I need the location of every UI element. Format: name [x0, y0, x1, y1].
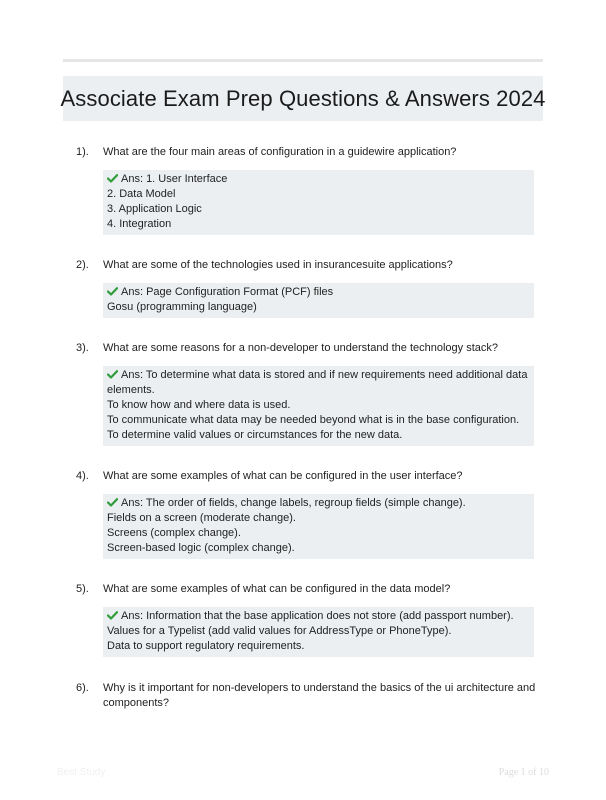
answer-line: To determine valid values or circumstances for the new data.: [107, 429, 403, 441]
page-number: Page 1 of 10: [498, 767, 549, 778]
answer-line: Ans: Page Configuration Format (PCF) files: [107, 285, 530, 300]
check-icon: [107, 611, 118, 620]
answer-line: 2. Data Model: [107, 188, 176, 200]
question-number: 4).: [76, 470, 89, 482]
top-divider: [63, 59, 543, 62]
check-icon: [107, 498, 118, 507]
footer-watermark: Best Study: [57, 767, 106, 778]
question-number: 5).: [76, 583, 89, 595]
question-block-6: [76, 681, 546, 711]
answer-line: Screen-based logic (complex change).: [107, 542, 295, 554]
answer-line: Ans: Information that the base application does not store (add passport number).: [107, 609, 530, 624]
answer-line: Values for a Typelist (add valid values for AddressType or PhoneType).: [107, 625, 452, 637]
question-block-2: [76, 258, 546, 318]
answer-line: Ans: The order of fields, change labels, regroup fields (simple change).: [107, 496, 530, 511]
question-number: 1).: [76, 146, 89, 158]
answer-line: Gosu (programming language): [107, 301, 257, 313]
question-number: 3).: [76, 342, 89, 354]
question-number: 6).: [76, 682, 89, 694]
question-text: What are some of the technologies used in insurancesuite applications?: [103, 259, 453, 271]
answer-line: Ans: 1. User Interface: [107, 172, 530, 187]
check-icon: [107, 287, 118, 296]
answer-line: Fields on a screen (moderate change).: [107, 512, 296, 524]
answer-line: To communicate what data may be needed beyond what is in the base configuration.: [107, 414, 520, 426]
question-text: What are some examples of what can be configured in the user interface?: [103, 470, 463, 482]
question-block-4: [76, 469, 546, 559]
answer-line: Screens (complex change).: [107, 527, 241, 539]
answer-box: [103, 170, 534, 235]
answer-line: 3. Application Logic: [107, 203, 202, 215]
question-text: Why is it important for non-developers to understand the basics of the ui architecture and components?: [103, 682, 536, 709]
question-text: What are some reasons for a non-developer to understand the technology stack?: [103, 342, 499, 354]
answer-line: Ans: To determine what data is stored and if new requirements need additional data elements.: [107, 369, 528, 396]
answer-line: To know how and where data is used.: [107, 399, 291, 411]
answer-box: [103, 366, 534, 446]
question-text: What are the four main areas of configuration in a guidewire application?: [103, 146, 457, 158]
page-title: Associate Exam Prep Questions & Answers 2024: [60, 85, 546, 111]
answer-box: [103, 283, 534, 318]
answer-box: [103, 494, 534, 559]
check-icon: [107, 174, 118, 183]
answer-line: Data to support regulatory requirements.: [107, 640, 305, 652]
title-banner: [60, 76, 546, 121]
question-number: 2).: [76, 259, 89, 271]
question-block-1: [76, 145, 546, 235]
answer-line: 4. Integration: [107, 218, 172, 230]
check-icon: [107, 370, 118, 379]
question-block-5: [76, 582, 546, 657]
answer-box: [103, 607, 534, 657]
question-block-3: [76, 341, 546, 446]
question-text: What are some examples of what can be configured in the data model?: [103, 583, 451, 595]
